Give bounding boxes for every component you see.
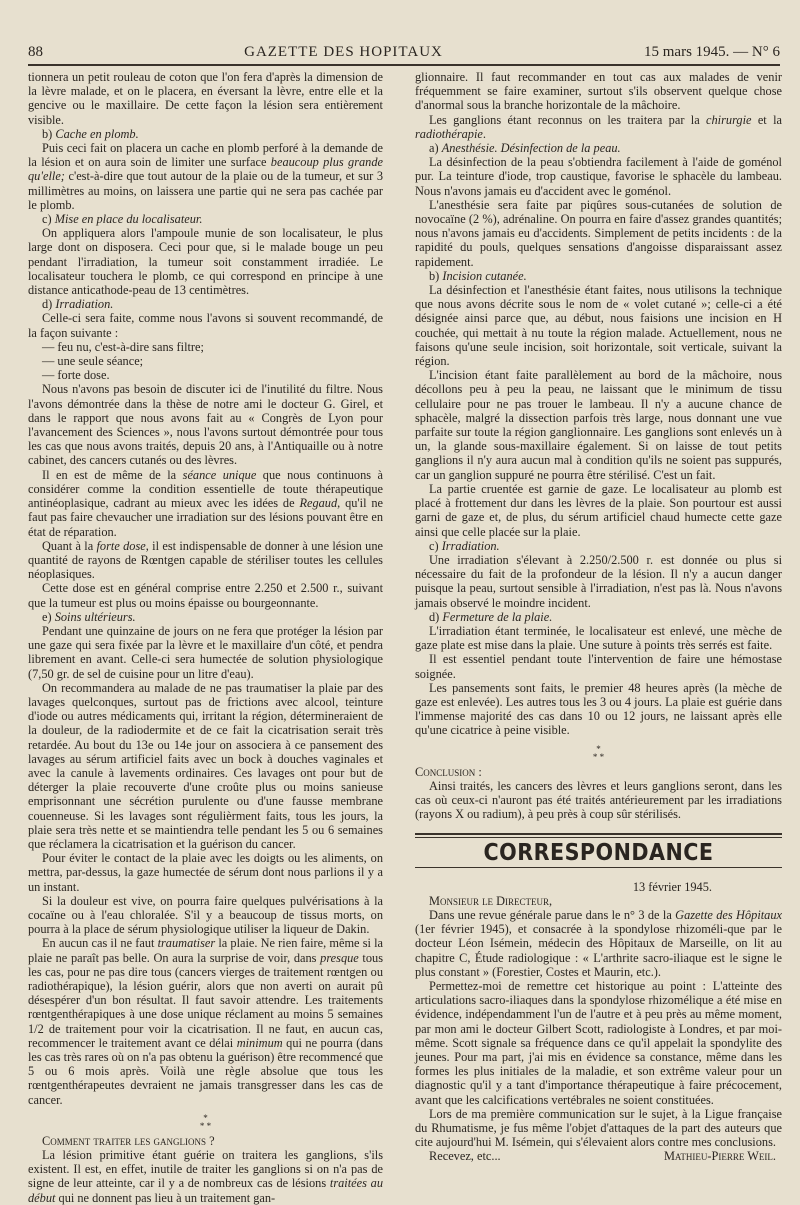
paragraph: La lésion primitive étant guérie on traitera les ganglions, s'ils existent. Il est, en effet, inutile de traiter les ganglions si on n'a pas de signe de leur atteinte, car il y a de nombreux cas de lésions traitées au début qui ne donnent pas lieu à un traitement gan- xyxy=(28,1148,383,1205)
paragraph: Quant à la forte dose, il est indispensable de donner à une lésion une quantité de rayons de Rœntgen capable de stériliser toutes les cellules néoplasiques. xyxy=(28,538,383,582)
paragraph: Lors de ma première communication sur le sujet, à la Ligue française du Rhumatisme, je fus même l'objet d'attaques de la part des auteurs que cite aujourd'hui M. Isémein, qui s'élevaient alors contre mes conclusions. xyxy=(415,1106,782,1150)
issue-date: 15 mars 1945. — N° 6 xyxy=(644,44,780,60)
section-rule xyxy=(415,833,782,838)
paragraph: Il est essentiel pendant toute l'intervention de faire une hémostase soignée. xyxy=(415,652,782,681)
paragraph: Ainsi traités, les cancers des lèvres et leurs ganglions seront, dans les cas où ceux-ci n'auront pas été traités antérieurement par les irradiations (rayons X ou radium), à peu près à coup sûr stérilisés. xyxy=(415,778,782,822)
paragraph: Dans une revue générale parue dans le n° 3 de la Gazette des Hôpitaux (1er février 1945), et consacrée à la spondylose rhizoméli-que par le docteur Léon Isémein, médecin des Hôpitaux de Marseille, on lit au chapitre C, Étude radiologique : « L'arthrite sacro-iliaque est le signe le plus constant » (Forestier, Costes et Maurin, etc.). xyxy=(415,907,782,979)
paragraph: L'irradiation étant terminée, le localisateur est enlevé, une mèche de gaze plate est mise dans la plaie. Une suture à points très serrés est faite. xyxy=(415,623,782,653)
paragraph: On recommandera au malade de ne pas traumatiser la plaie par des lavages quelconques, surtout pas de frictions avec alcool, teinture d'iode ou autres médicaments qui, irritant la région, détermineraient de la douleur, de la radiodermite et de ce fait la cicatrisation serait très retardée. Au bout du 13e ou 14e jour on associera à ce pansement des lavages au sérum artificiel faits avec un bock à douches vaginales et avec la canule à lavements ordinaires. Ces lavages ont pour but de déterger la plaie recouverte d'une croûte plus ou moins sanieuse emprisonnant une sécrétion purulente ou d'une fausse membrane couenneuse. Si les lavages sont régulièrment faits, tous les jours, la plaie sera très nette et se maintiendra telle pendant les 5 ou 6 semaines que réclamera la cicatrisation et la guérison du cancer. xyxy=(28,680,383,851)
list-item: — feu nu, c'est-à-dire sans filtre; xyxy=(42,339,204,354)
paragraph: On appliquera alors l'ampoule munie de son localisateur, le plus large dont on disposera. Ceci pour que, si le malade bouge un peu pendant l'irradiation, la tumeur soit constamment irradiée. Le localisateur touchera le plomb, ce qui correspond en principe à une distance anticathode-peau de 13 centimètres. xyxy=(28,226,383,298)
subsection-heading: c) Irradiation. xyxy=(429,538,500,553)
letter-signature-line xyxy=(415,1149,782,1163)
paragraph: L'anesthésie sera faite par piqûres sous-cutanées de solution de novocaïne (2 %), adrénaline. On pourra en faire d'assez grandes quantités; nous n'avons jamais eu d'accidents. Simplement de petits incidents : de la rapidité du pouls, quelques sensations d'angoisse disparaissant assez rapidement. xyxy=(415,197,782,269)
paragraph: En aucun cas il ne faut traumatiser la plaie. Ne rien faire, même si la plaie ne paraît pas belle. On aura la surprise de voir, dans presque tous les cas, pour ne pas dire tous (cancers vierges de traitement rœntgen ou radiothérapique), la lésion guérir, alors que non averti on aurait pû désespérer d'un bon résultat. Il faut savoir attendre. Les traitements rœntgenthérapiques à une dose unique réclament au moins 5 semaines 1/2 de traitement pour voir la cicatrisation. Il ne faut, en aucun cas, recommencer le traitement avant ce délai minimum qui ne pourra (dans les cas très rares où on n'a pas obtenu la guérison) être recommencé que 5 ou 6 mois après. Voilà une règle absolue que tous les rœntgenthérapeutes devraient ne jamais transgresser dans les cas de cancer. xyxy=(28,936,383,1107)
subsection-heading: d) Fermeture de la plaie. xyxy=(429,609,553,624)
subsection-heading: d) Irradiation. xyxy=(42,297,114,312)
irradiation-list xyxy=(28,340,383,383)
letter-closing: Recevez, etc... xyxy=(429,1149,501,1164)
right-column xyxy=(415,70,782,1164)
journal-title: GAZETTE DES HOPITAUX xyxy=(244,44,443,60)
letter-salutation: Monsieur le Directeur, xyxy=(429,893,553,908)
paragraph: Les pansements sont faits, le premier 48 heures après (la mèche de gaze est enlevée). Les autres tous les 3 ou 4 jours. La plaie est guérie dans l'immense majorité des cas dans 10 ou 12 jours, ne laissant après elle qu'une cicatrice à peine visible. xyxy=(415,680,782,738)
paragraph: Pendant une quinzaine de jours on ne fera que protéger la lésion par une gaze qui sera fixée par la lèvre et le maxillaire d'un côté, et pendra librement en avant. Celle-ci sera humectée de solution physiologique (7,50 gr. de sel de cuisine pour un litre d'eau). xyxy=(28,623,383,681)
paragraph: Puis ceci fait on placera un cache en plomb perforé à la demande de la lésion et on aura soin de limiter une surface beaucoup plus grande qu'elle; c'est-à-dire que tout autour de la plaie ou de la tumeur, et sur 3 millimètres au moins, on laissera une partie qui ne sera pas cachée par le plomb. xyxy=(28,141,383,212)
paragraph: tionnera un petit rouleau de coton que l'on fera d'après la dimension de la lèvre malade, et on le placera, en éversant la lèvre, entre elle et la gencive ou le maxillaire. De cette façon la lésion sera entièrement visible. xyxy=(28,70,383,127)
page-number: 88 xyxy=(28,44,43,60)
header-rule xyxy=(28,64,780,66)
paragraph: Les ganglions étant reconnus on les traitera par la chirurgie et la radiothérapie. xyxy=(415,112,782,141)
letter-signature: Mathieu-Pierre Weil. xyxy=(663,1149,776,1164)
paragraph: L'incision étant faite parallèlement au bord de la mâchoire, nous décollons peu à peu la peau, ne laissant que le minimum de tissu cellulaire pour ne pas trouer le lambeau. Il n'y a aucune chance de sphacèle, malgré la dissection parfois très large, nous donnant une vue parfaite sur toute la région ganglionnaire. Les ganglions sont enlevés un à un, la glande sous-maxillaire également. Si on laisse de tout petits ganglions il n'y aura aucun mal à condition qu'ils ne soient pas suppurés, car un ganglion suppuré ne pourra être stérilisé. C'est un fait. xyxy=(415,368,782,482)
correspondance-title: CORRESPONDANCE xyxy=(483,840,714,867)
paragraph: La désinfection et l'anesthésie étant faites, nous utilisons la technique que nous avons décrite sous le nom de « volet cutané »; celle-ci a été désignée ainsi parce que, au début, nous faisions une incision en H couchée, qui mettait à nu toute la région malade. Actuellement, nous ne faisons qu'une seule incision, soit horizontale, soit verticale, suivant la région. xyxy=(415,283,782,369)
list-item: — une seule séance; xyxy=(42,354,144,369)
paragraph: Nous n'avons pas besoin de discuter ici de l'inutilité du filtre. Nous l'avons démontrée dans la thèse de notre ami le docteur G. Girel, et dans le rapport que nous avons fait au « Congrès de Lyon pour l'avancement des Sciences », nous l'avons surtout démontrée pour tous les cas que nous avons traités, depuis 20 ans, à l'Antiquaille ou à notre cabinet, des cancers cutanés ou des lèvres. xyxy=(28,382,383,468)
list-item: — forte dose. xyxy=(42,368,110,383)
left-column xyxy=(28,70,383,1205)
subsection-heading: c) Mise en place du localisateur. xyxy=(42,212,203,227)
conclusion-heading: Conclusion : xyxy=(415,764,482,779)
paragraph: Pour éviter le contact de la plaie avec les doigts ou les aliments, on mettra, par-dessus, la gaze humectée de sérum dont nous parlions il y a un instant. xyxy=(28,851,383,894)
asterism: * * * xyxy=(199,1112,212,1131)
paragraph: glionnaire. Il faut recommander en tout cas aux malades de venir fréquemment se faire examiner, surtout s'ils observent quelque chose d'anormal sous la branche horizontale de la mâchoire. xyxy=(415,70,782,113)
section-heading: Comment traiter les ganglions ? xyxy=(42,1133,215,1148)
paragraph: Celle-ci sera faite, comme nous l'avons si souvent recommandé, de la façon suivante : xyxy=(28,311,383,340)
asterism: * * * xyxy=(592,743,605,762)
paragraph: Si la douleur est vive, on pourra faire quelques pulvérisations à la cocaïne ou à l'eau chloralée. S'il y a beaucoup de tissus morts, on pourra à la place de sérum physiologique utiliser la liqueur de Dakin. xyxy=(28,893,383,937)
paragraph: Cette dose est en général comprise entre 2.250 et 2.500 r., suivant que la tumeur est plus ou moins épaisse ou bourgeonnante. xyxy=(28,581,383,610)
title-rule xyxy=(415,867,782,868)
paragraph: Il en est de même de la séance unique que nous continuons à considérer comme la condition essentielle de toute thérapeutique antinéoplasique, cadrant au mieux avec les idées de Regaud, qu'il ne faut pas faire chevaucher une irradiation sur des lésions pouvant être en état de réparation. xyxy=(28,467,384,539)
paragraph: La partie cruentée est garnie de gaze. Le localisateur au plomb est placé à frottement dur dans les lèvres de la plaie. Son pourtour est aussi garni de gaze et, de plus, du sérum artificiel chaud humecte cette gaze ainsi que celle placée sur la plaie. xyxy=(415,481,782,539)
paragraph: Permettez-moi de remettre cet historique au point : L'atteinte des articulations sacro-iliaques dans la spondylose rhizomélique a été mise en évidence, indépendamment l'un de l'autre et à peu près au même moment, par mon ami le docteur Gilbert Scott, radiologiste à Londres, et par moi-même. Scott signale sa fréquence dans ce qu'il appelait la spondylite des jeunes. Pour ma part, j'ai mis en évidence sa constance, même dans les formes les plus initiales de la maladie, et son extrême valeur pour un diagnostic qu'il y a tant d'importance thérapeutique à faire précocement, avant que les calcifications vertébrales ne soient constituées. xyxy=(415,978,782,1107)
letter-date: 13 février 1945. xyxy=(632,879,712,894)
paragraph: Une irradiation s'élevant à 2.250/2.500 r. est donnée ou plus si nécessaire du fait de la profondeur de la lésion. Il n'y a aucun danger puisque la peau, surtout sensible à l'irradiation, n'est pas là. Nous n'avons jamais observé le moindre incident. xyxy=(415,552,782,610)
subsection-heading: b) Cache en plomb. xyxy=(42,126,139,141)
paragraph: La désinfection de la peau s'obtiendra facilement à l'aide de goménol pur. La teinture d'iode, trop caustique, favorise le sphacèle du lambeau. Nous n'avons jamais eu d'accident avec le goménol. xyxy=(415,155,782,198)
page-header xyxy=(28,44,780,66)
subsection-heading: b) Incision cutanée. xyxy=(429,268,527,283)
subsection-heading: a) Anesthésie. Désinfection de la peau. xyxy=(429,141,621,156)
subsection-heading: e) Soins ultérieurs. xyxy=(42,609,136,624)
